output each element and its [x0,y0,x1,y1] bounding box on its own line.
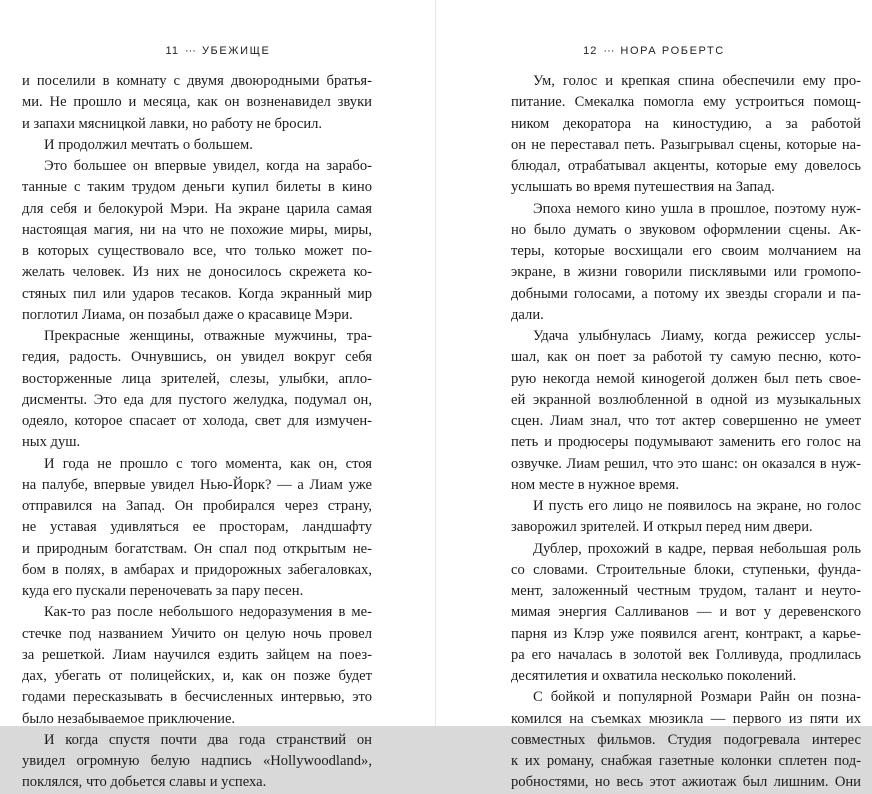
text-line: шал, как он поет за работой ту самую песню, кото- [511,349,861,366]
left-running-header [0,45,436,57]
left-body-text [22,71,372,794]
text-line: Прекрасные женщины, отважные мужчины, тра- [44,328,372,344]
text-line: Удача улыбнулась Лиаму, когда режиссер услы- [533,328,861,344]
text-line: услышать во время путешествия на Запад. [511,179,775,196]
text-line: гедия, радость. Очнувшись, он увидел вокруг себя [22,349,372,366]
text-line: отправился на Запад. Он пробирался через страну, [22,498,372,514]
text-line: парня из Клэр уже появился агент, контракт, а карье- [511,625,861,642]
right-header-separator: ··· [603,45,615,57]
text-line: десятилетия и охватила несколько поколений. [511,668,797,684]
text-line: к их роману, снабжая газетные колонки сплетен под- [511,753,861,769]
left-page-number: 11 [165,45,179,57]
right-page [436,0,872,791]
text-line: сцен. Лиам знал, что тот актер совершенно не умеет [511,413,861,429]
text-line: И года не прошло с того момента, как он, стоя [44,455,372,472]
text-line: Эпоха немого кино ушла в прошлое, поэтому нуж- [533,200,861,217]
text-line: мент, заложенный честным трудом, талант и неуто- [511,583,861,599]
text-line: дали. [511,306,544,323]
text-line: Ум, голос и крепкая спина обеспечили ему про- [533,73,861,89]
text-line: дах, убегать от полицейских, и, как он позже будет [22,668,372,684]
text-line: ра его началась в золотой век Голливуда, продлилась [511,646,861,663]
text-line: но было думать о звуковом оформлении сцены. Ак- [511,221,861,238]
text-line: настоящая магия, ни на что не похожие миры, миры, [22,221,372,238]
text-line: ей экранной возлюбленной в одной из музыкальных [511,391,861,408]
text-line: для себя и белокурой Мэри. На экране царила самая [22,200,372,217]
text-line: петь и продюсеры подумывают заменить его голос на [511,434,861,451]
text-line: желать человек. Из них не доносилось скрежета ко- [22,264,372,281]
text-line: теры, которые восхищали его своим молчанием на [511,243,861,259]
text-line: ми. Не прошло и месяца, как он возненавидел звуки [22,94,372,111]
text-line: на палубе, впервые увидел Нью-Йорк? — а Лиам уже [22,476,372,493]
text-line: питание. Смекалка помогла ему устроиться помощ- [511,94,861,111]
text-line: И продолжил мечтать о большем. [44,136,253,153]
text-line: в которых существовало все, что только может по- [22,243,372,259]
text-line: поглотил Лиама, он позабыл даже о красавице Мэри. [22,306,353,323]
text-line: годами пересказывать в бесчисленных интервью, это [22,689,372,706]
text-line: за решеткой. Лиам научился ездить зайцем на поез- [22,646,372,663]
left-page [0,0,436,791]
right-page-number: 12 [583,45,598,57]
text-line: стечке под названием Уичито он целую ночь провел [22,625,372,642]
text-line: экране, в жизни говорили писклявыми или громопо- [511,264,861,281]
text-line: заворожил зрителей. И открыл перед ним двери. [511,519,813,536]
text-line: поклялся, что добьется славы и успеха. [22,774,267,791]
text-line: озвучке. Лиам решил, что это шанс: он оказался в нуж- [511,455,861,472]
text-line: и запахи мясницкой лавки, но работу не бросил. [22,115,323,132]
left-running-head-title: УБЕЖИЩЕ [201,45,271,57]
text-line: И когда спустя почти два года странствий он [44,731,372,748]
text-line: было незабываемое приключение. [22,710,236,727]
text-line: восторженные лица зрителей, слезы, улыбки, апло- [22,370,372,387]
text-line: добными голосами, а потому их звезды сгорали и па- [511,285,861,302]
left-header-separator: ··· [184,45,196,57]
right-running-head-title: НОРА РОБЕРТС [620,45,725,57]
text-line: Дублер, прохожий в кадре, первая небольшая роль [533,540,861,557]
text-line: Как-то раз после небольшого недоразумения в ме- [44,604,372,621]
text-line: танные с таким трудом деньги купил билеты в кино [22,179,372,196]
text-line: робностями, но весь этот ажиотаж был лишним. Они [511,774,861,791]
text-line: мимая энергия Салливанов — и вот у деревенского [511,604,861,621]
text-line: куда его пускали переночевать за пару песен. [22,583,304,599]
text-line: Это большее он впервые увидел, когда на зарабо- [44,158,372,174]
text-line: ном месте в нужное время. [511,476,679,493]
text-line: совместных фильмов. Студия подогревала интерес [511,731,861,748]
text-line: он не переставал петь. Разыгрывал сцены, которые на- [511,136,861,153]
text-line: ных душ. [22,434,81,451]
text-line: блюдал, отрабатывал акценты, которые ему довелось [511,158,861,174]
text-line: С бойкой и популярной Розмари Райн он позна- [533,689,861,706]
text-line: ником декоратора на киностудию, а за работой [511,115,861,132]
text-line: не уставая удивляться ее просторам, ландшафту [22,519,372,536]
text-line: увидел огромную белую надпись «Hollywoodland», [22,753,372,769]
text-line: дисменты. Это еда для пустого желудка, подумал он, [22,391,372,408]
text-line: стяных пил или ударов тесаков. Когда экранный мир [22,285,372,302]
right-running-header [436,45,872,57]
text-line: бом в полях, в амбарах и придорожных забегаловках, [22,561,372,578]
right-body-text [511,71,861,794]
text-line: И пусть его лицо не появилось на экране, но голос [533,498,861,514]
text-line: со словами. Строительные блоки, ступеньки, фунда- [511,561,861,578]
text-line: и природным богатствам. Он спал под открытым не- [22,540,372,557]
text-line: комился на съемках мюзикла — первого из пяти их [511,710,861,727]
text-line: и поселили в комнату с двумя двоюродными братья- [22,73,372,89]
text-line: одеяло, которое спасает от холода, свет для измучен- [22,413,372,429]
text-line: рую некогда немой кинogerой должен был петь свое- [511,370,861,387]
